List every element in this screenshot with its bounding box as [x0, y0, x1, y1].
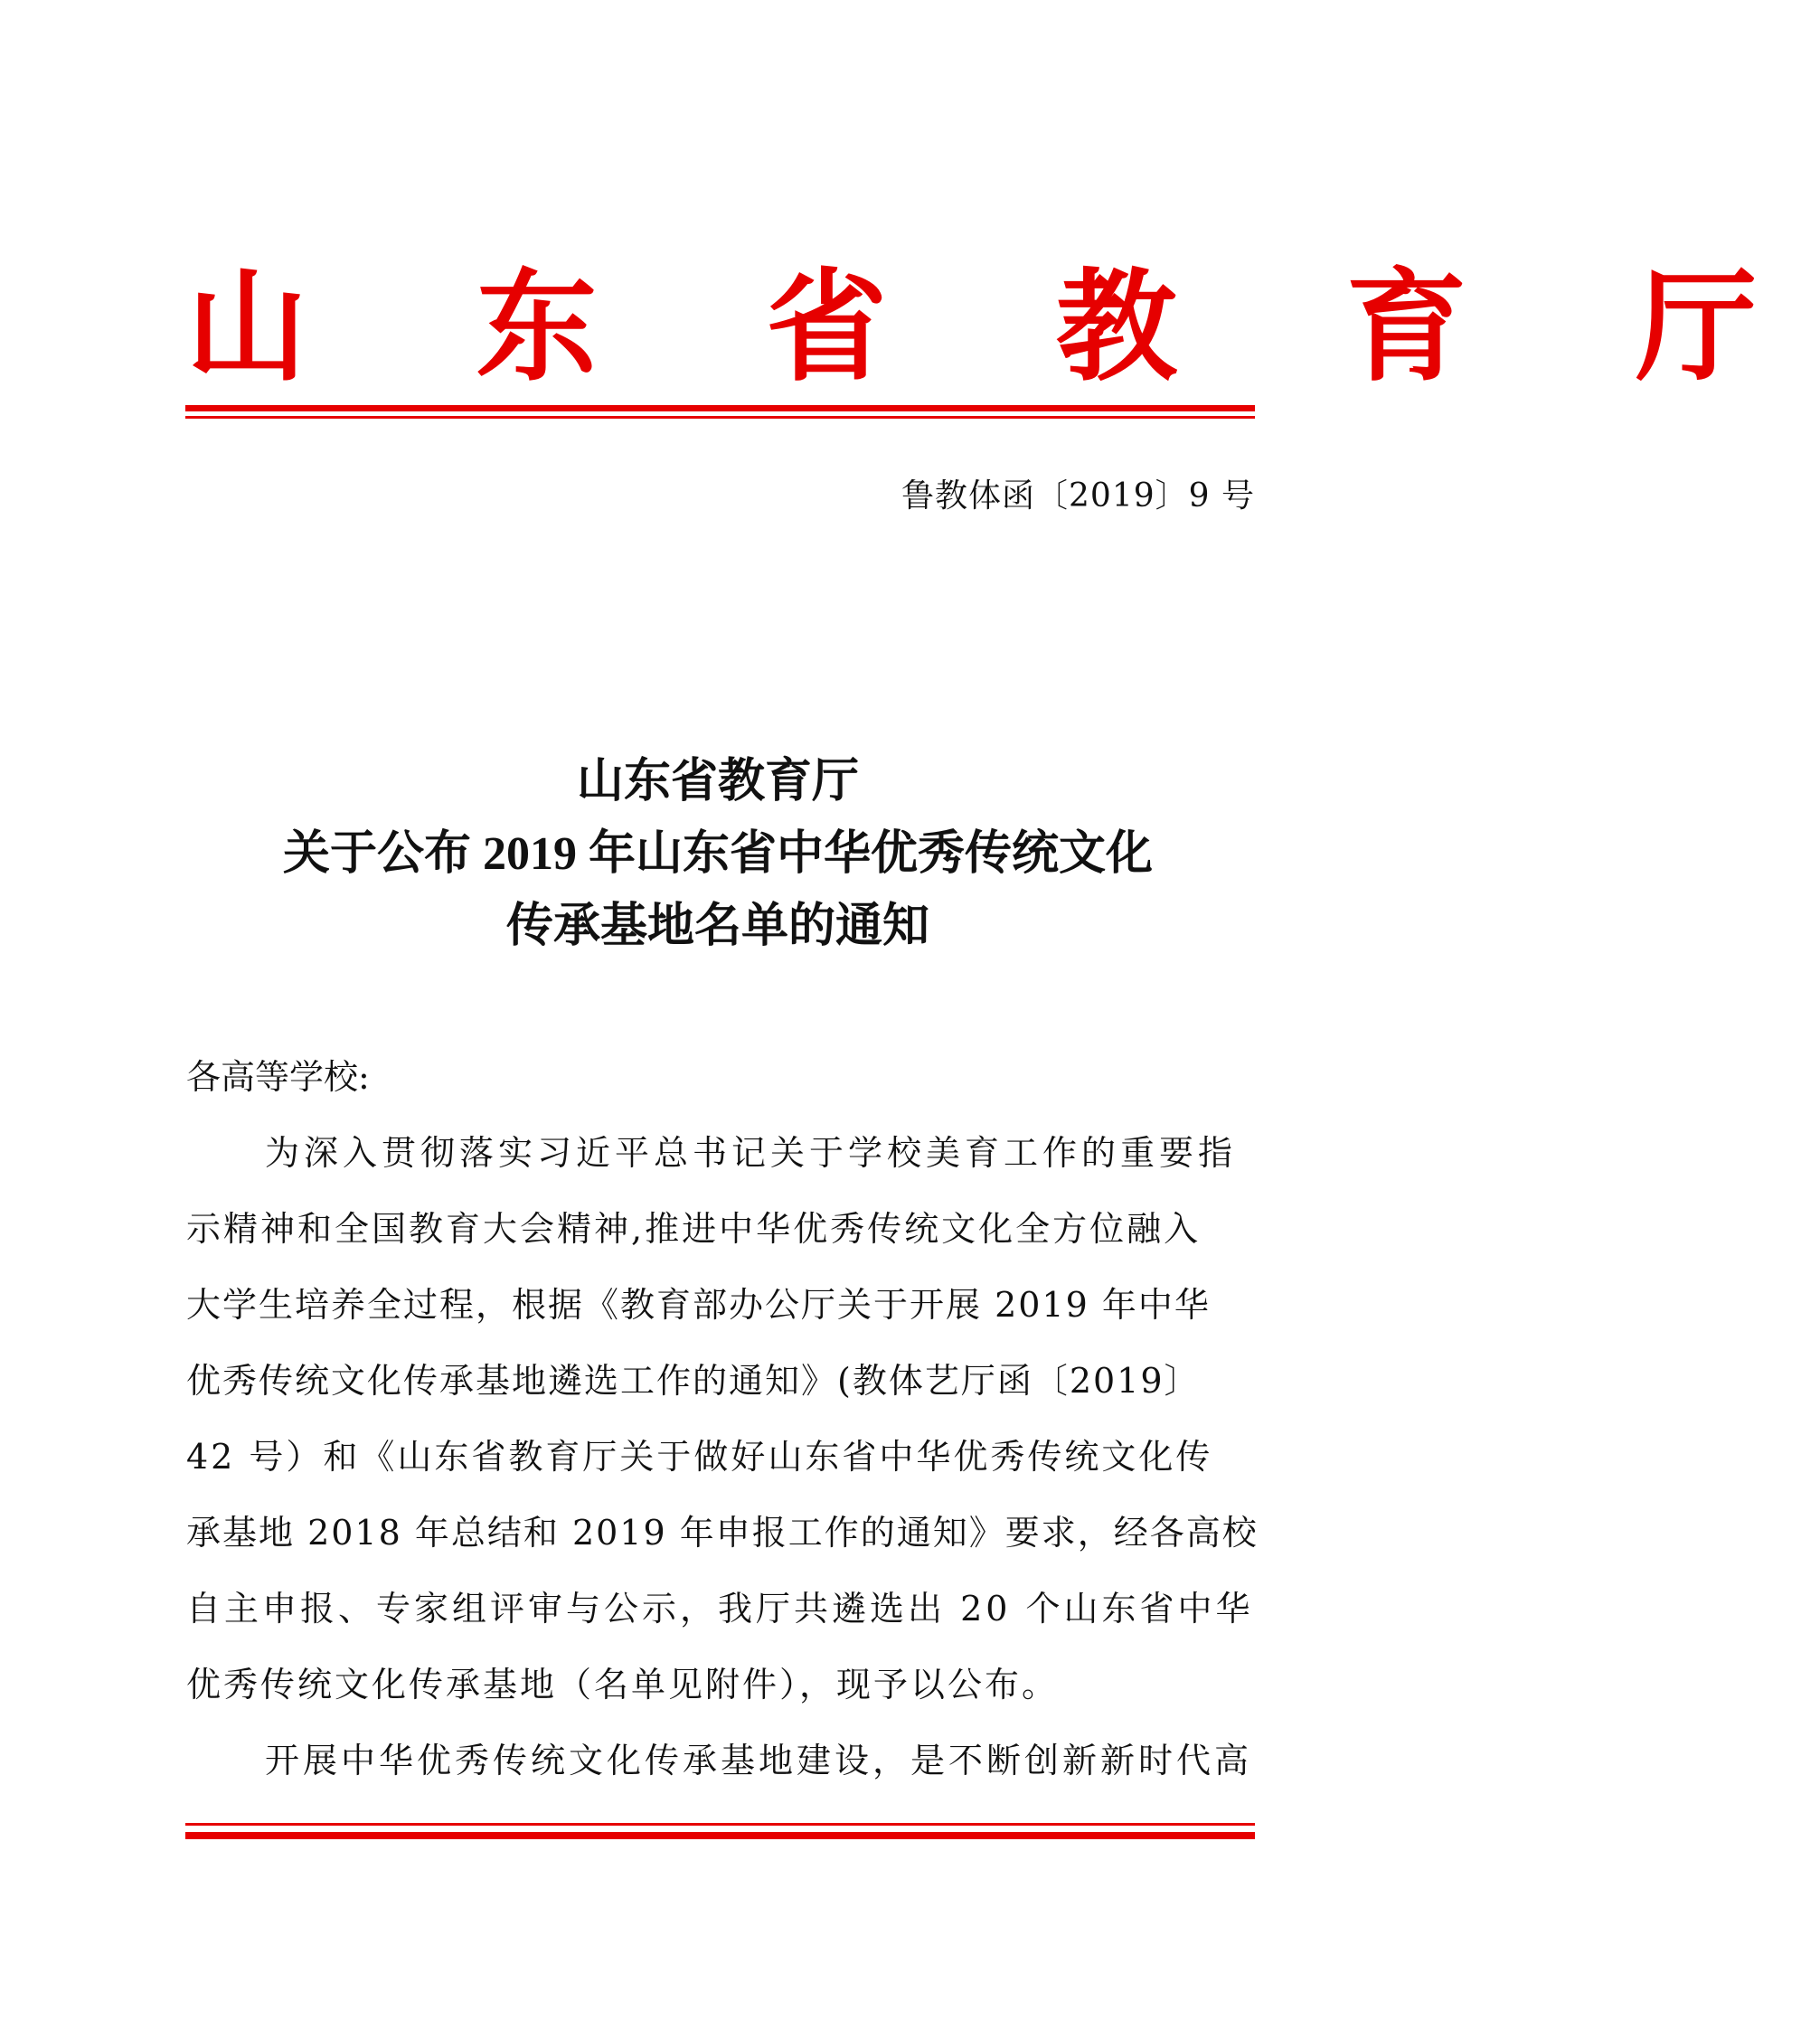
body-line-9: 开展中华优秀传统文化传承基地建设，是不断创新新时代高 [265, 1741, 1253, 1780]
body-line-1: 为深入贯彻落实习近平总书记关于学校美育工作的重要指 [265, 1133, 1238, 1173]
header-thick-red-line [185, 405, 1255, 411]
notice-title-line-2: 关于公布 2019 年山东省中华优秀传统文化 [282, 828, 1153, 880]
notice-title-line-1: 山东省教育厅 [576, 756, 859, 807]
footer-thick-red-line [185, 1832, 1255, 1839]
body-line-3: 大学生培养全过程，根据《教育部办公厅关于开展 2019 年中华 [186, 1285, 1211, 1325]
body-line-4: 优秀传统文化传承基地遴选工作的通知》(教体艺厅函〔2019〕 [186, 1361, 1201, 1401]
salutation: 各高等学校: [186, 1057, 370, 1097]
issuing-authority-title: 山 东 省 教 育 厅 [186, 255, 1820, 398]
body-line-6: 承基地 2018 年总结和 2019 年申报工作的通知》要求，经各高校 [186, 1513, 1259, 1553]
footer-thin-red-line [185, 1823, 1255, 1826]
body-line-8: 优秀传统文化传承基地（名单见附件），现予以公布。 [186, 1665, 1060, 1704]
body-line-7: 自主申报、专家组评审与公示，我厅共遴选出 20 个山东省中华 [186, 1589, 1254, 1629]
header-thin-red-line [185, 416, 1255, 419]
notice-body [186, 1051, 1259, 1780]
issuing-authority-header [186, 255, 1820, 398]
document-number: 鲁教体函〔2019〕9 号 [901, 477, 1255, 515]
header-red-rule [185, 405, 1255, 420]
body-line-2: 示精神和全国教育大会精神,推进中华优秀传统文化全方位融入 [186, 1209, 1202, 1249]
notice-title [181, 746, 1255, 963]
body-line-5: 42 号）和《山东省教育厅关于做好山东省中华优秀传统文化传 [186, 1437, 1213, 1477]
notice-title-line-3: 传承基地名单的通知 [505, 901, 929, 952]
footer-red-rule [185, 1823, 1255, 1844]
